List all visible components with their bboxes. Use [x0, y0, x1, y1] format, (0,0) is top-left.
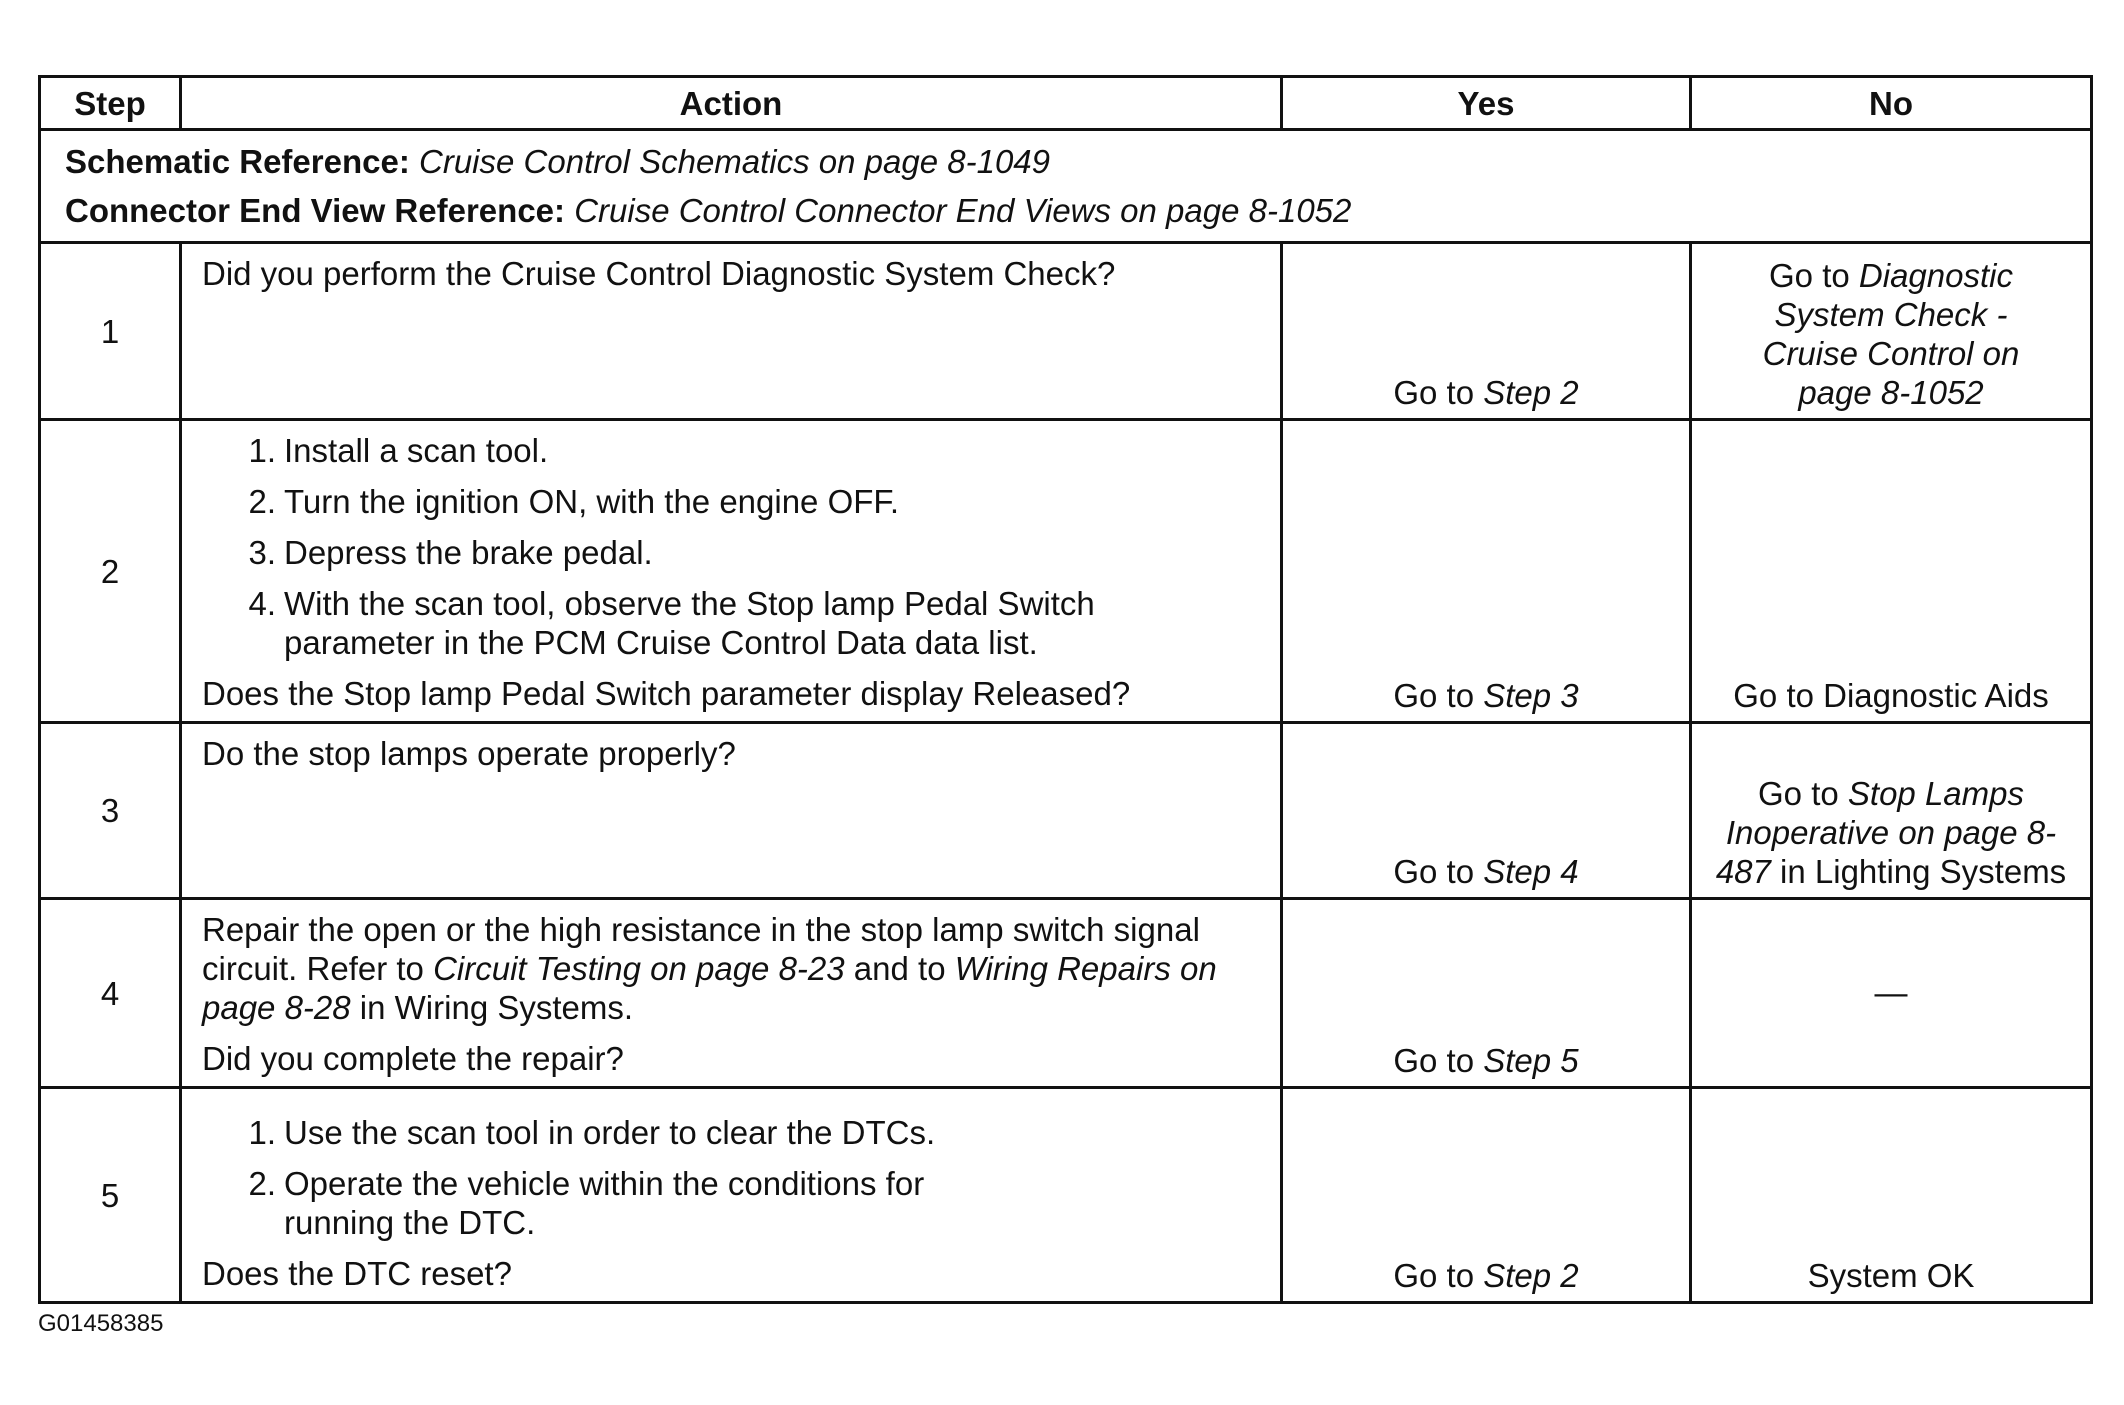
yes-step-link[interactable]: Step 5 [1483, 1042, 1579, 1079]
no-cell [1691, 1088, 2092, 1303]
step-question: Did you complete the repair? [202, 1040, 624, 1077]
diagnostic-table [38, 75, 2093, 1304]
connector-reference-label: Connector End View Reference: [65, 192, 566, 229]
step-action [181, 420, 1282, 723]
yes-cell [1282, 723, 1691, 899]
header-row [40, 77, 2092, 130]
table-row [40, 243, 2092, 420]
diagnostic-table-container [38, 75, 2090, 1304]
instruction-item: 4. With the scan tool, observe the Stop lamp Pedal Switch parameter in the PCM Cruise Control Data data list. [248, 585, 1095, 661]
no-cell [1691, 420, 2092, 723]
yes-cell [1282, 243, 1691, 420]
yes-prefix: Go to [1393, 1042, 1484, 1079]
step-action [181, 243, 1282, 420]
step-action [181, 1088, 1282, 1303]
no-cell [1691, 899, 2092, 1088]
yes-step-link[interactable]: Step 2 [1483, 1257, 1579, 1294]
step-action [181, 723, 1282, 899]
yes-cell [1282, 420, 1691, 723]
step-number: 2 [40, 420, 181, 723]
reference-row [40, 130, 2092, 243]
connector-reference-link[interactable]: Cruise Control Connector End Views on page 8-1052 [574, 192, 1352, 229]
no-suffix: in Lighting Systems [1770, 853, 2067, 890]
schematic-reference-link[interactable]: Cruise Control Schematics on page 8-1049 [419, 143, 1051, 180]
wiring-repairs-link[interactable]: Wiring Repairs on page 8-28 [202, 950, 1217, 1026]
header-step: Step [40, 77, 181, 130]
circuit-testing-link[interactable]: Circuit Testing on page 8-23 [433, 950, 845, 987]
instruction-item: 3. Depress the brake pedal. [248, 534, 653, 571]
yes-cell [1282, 899, 1691, 1088]
header-action: Action [181, 77, 1282, 130]
header-yes: Yes [1282, 77, 1691, 130]
step-question: Did you perform the Cruise Control Diagnostic System Check? [202, 255, 1116, 292]
no-result: System OK [1807, 1257, 1975, 1294]
header-no: No [1691, 77, 2092, 130]
yes-prefix: Go to [1393, 677, 1484, 714]
step-action [181, 899, 1282, 1088]
no-prefix: Go to [1758, 775, 1848, 812]
schematic-reference-label: Schematic Reference: [65, 143, 410, 180]
step-number: 5 [40, 1088, 181, 1303]
yes-prefix: Go to [1393, 853, 1484, 890]
yes-step-link[interactable]: Step 4 [1483, 853, 1579, 890]
step-instructions [202, 431, 1260, 662]
no-cell [1691, 723, 2092, 899]
schematic-reference [65, 137, 2066, 186]
table-row [40, 899, 2092, 1088]
table-row [40, 1088, 2092, 1303]
instruction-item: 1. Install a scan tool. [248, 432, 549, 469]
instruction-item: 1. Use the scan tool in order to clear the DTCs. [248, 1114, 936, 1151]
yes-prefix: Go to [1393, 374, 1484, 411]
yes-prefix: Go to [1393, 1257, 1484, 1294]
no-link[interactable]: Go to Diagnostic Aids [1733, 677, 2049, 714]
yes-step-link[interactable]: Step 2 [1483, 374, 1579, 411]
no-prefix: Go to [1769, 257, 1859, 294]
yes-cell [1282, 1088, 1691, 1303]
reference-cell [40, 130, 2092, 243]
step-question: Does the DTC reset? [202, 1255, 512, 1292]
step-number: 3 [40, 723, 181, 899]
table-row [40, 723, 2092, 899]
yes-step-link[interactable]: Step 3 [1483, 677, 1579, 714]
step-number: 1 [40, 243, 181, 420]
instruction-item: 2. Operate the vehicle within the conditions for running the DTC. [248, 1165, 925, 1241]
no-link[interactable]: Stop Lamps Inoperative on page 8-487 [1715, 775, 2057, 890]
step-number: 4 [40, 899, 181, 1088]
table-row [40, 420, 2092, 723]
step-question: Do the stop lamps operate properly? [202, 735, 736, 772]
instruction-item: 2. Turn the ignition ON, with the engine OFF. [248, 483, 900, 520]
step-instructions [202, 1113, 1260, 1242]
step-instruction: Repair the open or the high resistance in the stop lamp switch signal circuit. Refer to Circuit Testing on page 8-23 and to Wiring Repairs on page 8-28 in Wiring Systems. [202, 911, 1217, 1026]
no-dash: — [1874, 973, 1908, 1011]
no-link[interactable]: Diagnostic System Check - Cruise Control on page 8-1052 [1762, 257, 2020, 411]
figure-code: G01458385 [38, 1310, 164, 1337]
step-question: Does the Stop lamp Pedal Switch parameter display Released? [202, 675, 1131, 712]
connector-reference [65, 186, 2066, 235]
no-cell [1691, 243, 2092, 420]
